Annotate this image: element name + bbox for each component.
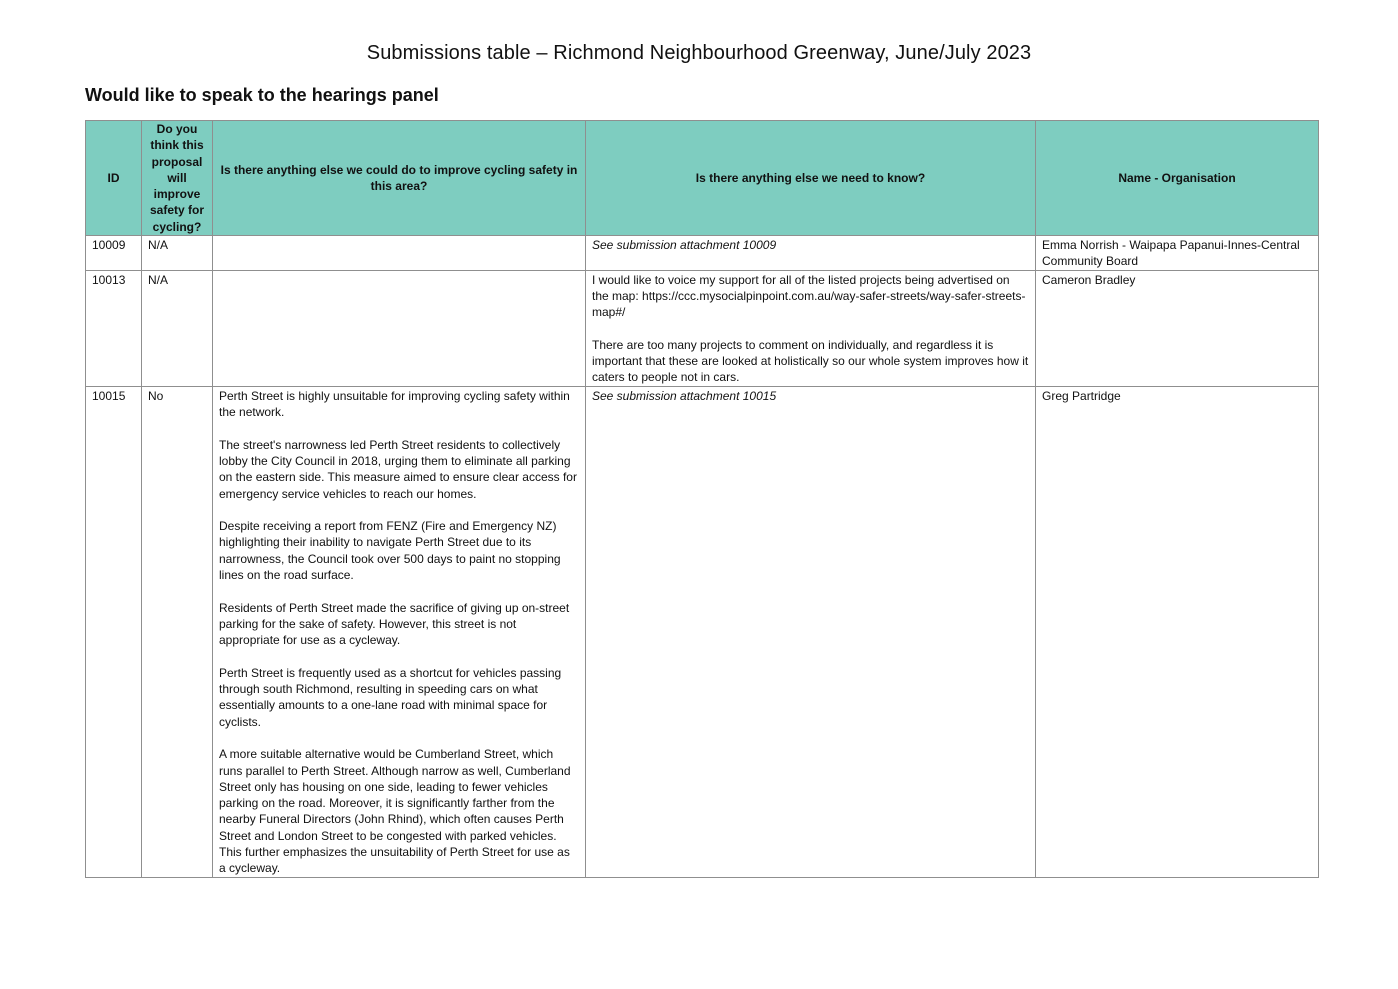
cell-id: 10009 xyxy=(86,236,142,271)
cell-know: I would like to voice my support for all of the listed projects being advertised on the map: https://ccc.mysocialpinpoint.com.au/way-safer-streets/way-safer-streets-map#/ There are too many projects to comment on individually, and regardless it is important that these are looked at holistically so our whole system improves how it caters to people not in cars. xyxy=(586,270,1036,386)
section-heading: Would like to speak to the hearings panel xyxy=(85,85,439,105)
cell-name: Greg Partridge xyxy=(1036,386,1319,877)
table-header-row xyxy=(86,121,1319,236)
cell-name: Emma Norrish - Waipapa Papanui-Innes-Central Community Board xyxy=(1036,236,1319,271)
header-improve: Is there anything else we could do to improve cycling safety in this area? xyxy=(213,121,586,236)
cell-improve: Perth Street is highly unsuitable for improving cycling safety within the network. The street's narrowness led Perth Street residents to collectively lobby the City Council in 2018, urging them to eliminate all parking on the eastern side. This measure aimed to ensure clear access for emergency service vehicles to reach our homes. Despite receiving a report from FENZ (Fire and Emergency NZ) highlighting their inability to navigate Perth Street due to its narrowness, the Council took over 500 days to paint no stopping lines on the road surface. Residents of Perth Street made the sacrifice of giving up on-street parking for the sake of safety. However, this street is not appropriate for use as a cycleway. Perth Street is frequently used as a shortcut for vehicles passing through south Richmond, resulting in speeding cars on what essentially amounts to a one-lane road with minimal space for cyclists. A more suitable alternative would be Cumberland Street, which runs parallel to Perth Street. Although narrow as well, Cumberland Street only has housing on one side, leading to fewer vehicles parking on the road. Moreover, it is significantly farther from the nearby Funeral Directors (John Rhind), which often causes Perth Street and London Street to be congested with parked vehicles. This further emphasizes the unsuitability of Perth Street for use as a cycleway. xyxy=(213,386,586,877)
cell-improve xyxy=(213,236,586,271)
cell-improve xyxy=(213,270,586,386)
header-safety: Do you think this proposal will improve safety for cycling? xyxy=(142,121,213,236)
cell-name: Cameron Bradley xyxy=(1036,270,1319,386)
page-title: Submissions table – Richmond Neighbourhood Greenway, June/July 2023 xyxy=(366,42,1032,64)
cell-know: See submission attachment 10009 xyxy=(586,236,1036,271)
table-row xyxy=(86,236,1319,271)
submissions-table xyxy=(85,120,1319,878)
cell-know: See submission attachment 10015 xyxy=(586,386,1036,877)
header-name: Name - Organisation xyxy=(1036,121,1319,236)
header-know: Is there anything else we need to know? xyxy=(586,121,1036,236)
cell-safety: N/A xyxy=(142,270,213,386)
cell-safety: N/A xyxy=(142,236,213,271)
table-row xyxy=(86,386,1319,877)
cell-safety: No xyxy=(142,386,213,877)
table-row xyxy=(86,270,1319,386)
cell-id: 10013 xyxy=(86,270,142,386)
header-id: ID xyxy=(86,121,142,236)
cell-id: 10015 xyxy=(86,386,142,877)
